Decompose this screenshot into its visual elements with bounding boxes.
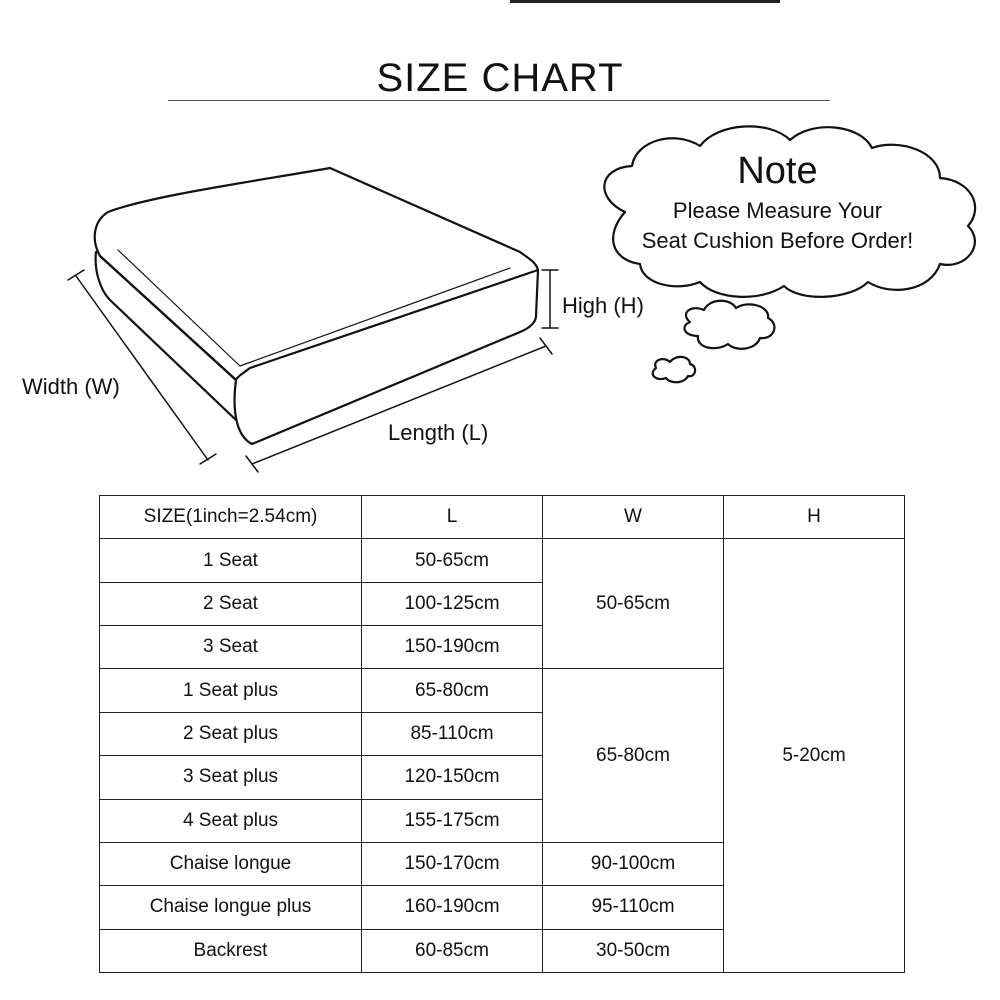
size-table bbox=[99, 495, 905, 973]
height-cell-all: 5-20cm bbox=[724, 539, 905, 973]
length-cell: 100-125cm bbox=[362, 582, 543, 625]
note-title: Note bbox=[737, 150, 818, 192]
size-cell: Chaise longue bbox=[100, 842, 362, 885]
header-h: H bbox=[724, 496, 905, 539]
page-title: SIZE CHART bbox=[376, 56, 624, 100]
length-cell: 155-175cm bbox=[362, 799, 543, 842]
header-l: L bbox=[362, 496, 543, 539]
width-label: Width (W) bbox=[22, 374, 120, 399]
length-cell: 160-190cm bbox=[362, 886, 543, 929]
size-cell: 1 Seat bbox=[100, 539, 362, 582]
length-cell: 50-65cm bbox=[362, 539, 543, 582]
size-cell: Chaise longue plus bbox=[100, 886, 362, 929]
cushion-left-face bbox=[100, 256, 236, 380]
length-cell: 150-170cm bbox=[362, 842, 543, 885]
size-cell: 4 Seat plus bbox=[100, 799, 362, 842]
size-cell: Backrest bbox=[100, 929, 362, 972]
width-cell: 90-100cm bbox=[543, 842, 724, 885]
width-cell-group-2: 65-80cm bbox=[543, 669, 724, 842]
table-row bbox=[100, 539, 905, 582]
header-size: SIZE(1inch=2.54cm) bbox=[100, 496, 362, 539]
length-cell: 120-150cm bbox=[362, 756, 543, 799]
cushion-inner-seam bbox=[118, 250, 510, 366]
length-cell: 85-110cm bbox=[362, 712, 543, 755]
size-cell: 2 Seat plus bbox=[100, 712, 362, 755]
note-line-1: Please Measure Your bbox=[672, 198, 883, 223]
length-cell: 150-190cm bbox=[362, 626, 543, 669]
width-cell: 30-50cm bbox=[543, 929, 724, 972]
header-w: W bbox=[543, 496, 724, 539]
size-cell: 3 Seat plus bbox=[100, 756, 362, 799]
note-cloud-small bbox=[684, 301, 774, 349]
size-cell: 2 Seat bbox=[100, 582, 362, 625]
length-label: Length (L) bbox=[388, 420, 489, 445]
note-cloud-tiny bbox=[653, 357, 695, 382]
length-dimension-line bbox=[252, 346, 546, 464]
size-cell: 3 Seat bbox=[100, 626, 362, 669]
length-cell: 60-85cm bbox=[362, 929, 543, 972]
high-label: High (H) bbox=[562, 293, 644, 318]
table-header-row bbox=[100, 496, 905, 539]
size-cell: 1 Seat plus bbox=[100, 669, 362, 712]
length-cell: 65-80cm bbox=[362, 669, 543, 712]
width-dimension-line bbox=[76, 276, 208, 460]
width-cell: 95-110cm bbox=[543, 886, 724, 929]
width-cell-group-1: 50-65cm bbox=[543, 539, 724, 669]
note-line-2: Seat Cushion Before Order! bbox=[641, 228, 914, 253]
